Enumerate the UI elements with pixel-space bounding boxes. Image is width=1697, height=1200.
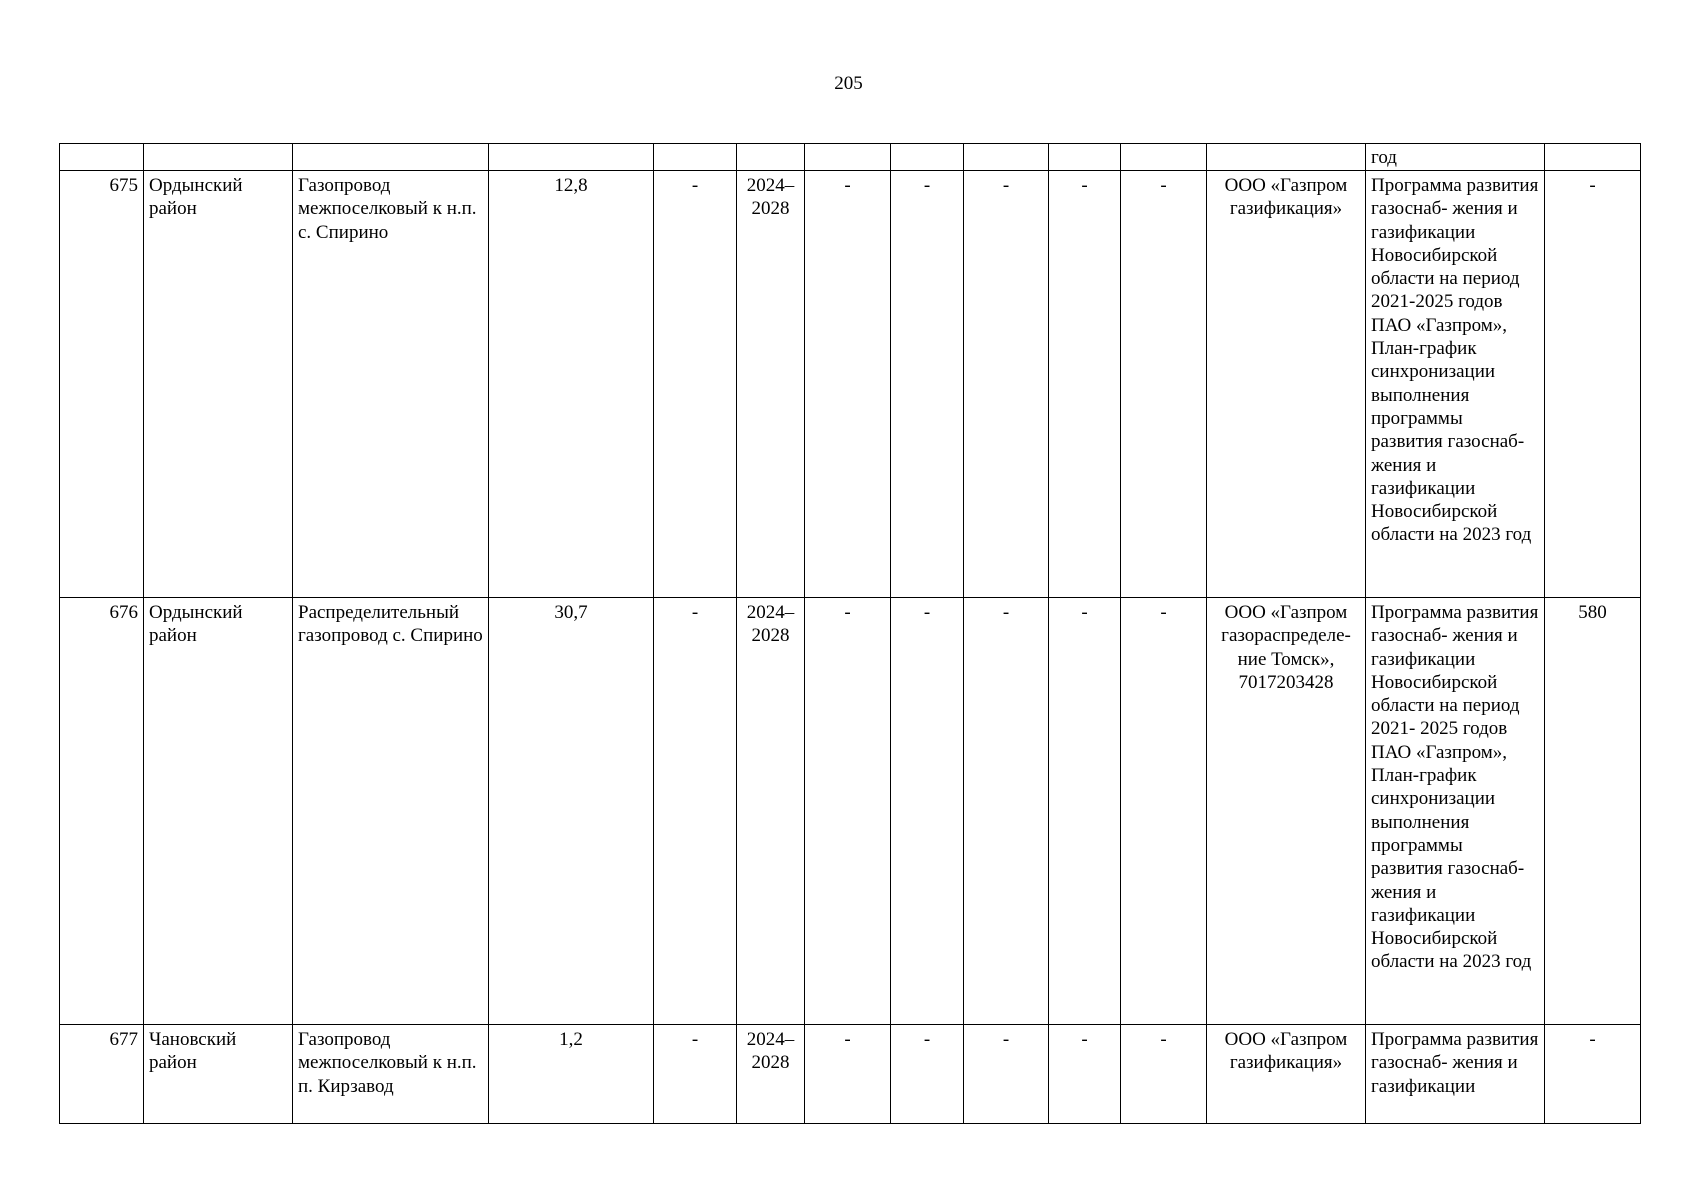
cell-period: 2024– 2028 xyxy=(737,598,805,1025)
cell-col9: - xyxy=(964,598,1049,1025)
cell-col9: - xyxy=(964,1025,1049,1124)
cell-district: Чановский район xyxy=(144,1025,293,1124)
cell-col11: - xyxy=(1121,598,1207,1025)
cell-col8: - xyxy=(891,598,964,1025)
cell-organization: ООО «Газпром газораспределе- ние Томск», 7017203428 xyxy=(1207,598,1366,1025)
cell-col5: - xyxy=(654,1025,737,1124)
cell-col11: - xyxy=(1121,1025,1207,1124)
cell-basis: Программа развития газоснаб- жения и газификации xyxy=(1366,1025,1545,1124)
cell-col9: - xyxy=(964,171,1049,598)
cell-col10 xyxy=(1049,144,1121,171)
cell-num: 675 xyxy=(60,171,144,598)
cell-object xyxy=(293,144,489,171)
cell-num: 677 xyxy=(60,1025,144,1124)
cell-col7 xyxy=(805,144,891,171)
cell-organization xyxy=(1207,144,1366,171)
cell-object: Газопровод межпоселковый к н.п. п. Кирзавод xyxy=(293,1025,489,1124)
cell-col11: - xyxy=(1121,171,1207,598)
cell-basis: Программа развития газоснаб- жения и газификации Новосибирской области на период 2021-2025 годов ПАО «Газпром», План-график синхронизации выполнения программы развития газоснаб- жения и газификации Новосибирской области на 2023 год xyxy=(1366,171,1545,598)
cell-col5: - xyxy=(654,598,737,1025)
cell-col10: - xyxy=(1049,171,1121,598)
table-row xyxy=(60,598,1641,1025)
cell-col10: - xyxy=(1049,598,1121,1025)
cell-col11 xyxy=(1121,144,1207,171)
cell-col5 xyxy=(654,144,737,171)
cell-district xyxy=(144,144,293,171)
cell-col8 xyxy=(891,144,964,171)
cell-num xyxy=(60,144,144,171)
cell-object: Газопровод межпоселковый к н.п. с. Спирино xyxy=(293,171,489,598)
cell-district: Ордынский район xyxy=(144,171,293,598)
cell-organization: ООО «Газпром газификация» xyxy=(1207,171,1366,598)
cell-last: - xyxy=(1545,1025,1641,1124)
cell-basis: год xyxy=(1366,144,1545,171)
page-number: 205 xyxy=(834,73,863,94)
cell-period: 2024– 2028 xyxy=(737,1025,805,1124)
cell-num: 676 xyxy=(60,598,144,1025)
cell-district: Ордынский район xyxy=(144,598,293,1025)
data-table xyxy=(59,143,1641,1124)
cell-col7: - xyxy=(805,1025,891,1124)
cell-last: - xyxy=(1545,171,1641,598)
cell-last: 580 xyxy=(1545,598,1641,1025)
cell-col9 xyxy=(964,144,1049,171)
cell-col5: - xyxy=(654,171,737,598)
cell-col8: - xyxy=(891,171,964,598)
cell-length: 1,2 xyxy=(489,1025,654,1124)
cell-col7: - xyxy=(805,598,891,1025)
table-row xyxy=(60,171,1641,598)
cell-basis: Программа развития газоснаб- жения и газификации Новосибирской области на период 2021- 2025 годов ПАО «Газпром», План-график синхронизации выполнения программы развития газоснаб- жения и газификации Новосибирской области на 2023 год xyxy=(1366,598,1545,1025)
table-row xyxy=(60,1025,1641,1124)
cell-period: 2024– 2028 xyxy=(737,171,805,598)
cell-last xyxy=(1545,144,1641,171)
cell-length: 12,8 xyxy=(489,171,654,598)
cell-col7: - xyxy=(805,171,891,598)
cell-object: Распределительный газопровод с. Спирино xyxy=(293,598,489,1025)
cell-length: 30,7 xyxy=(489,598,654,1025)
cell-col10: - xyxy=(1049,1025,1121,1124)
cell-organization: ООО «Газпром газификация» xyxy=(1207,1025,1366,1124)
cell-length xyxy=(489,144,654,171)
cell-col8: - xyxy=(891,1025,964,1124)
cell-period xyxy=(737,144,805,171)
table-row-continuation xyxy=(60,144,1641,171)
